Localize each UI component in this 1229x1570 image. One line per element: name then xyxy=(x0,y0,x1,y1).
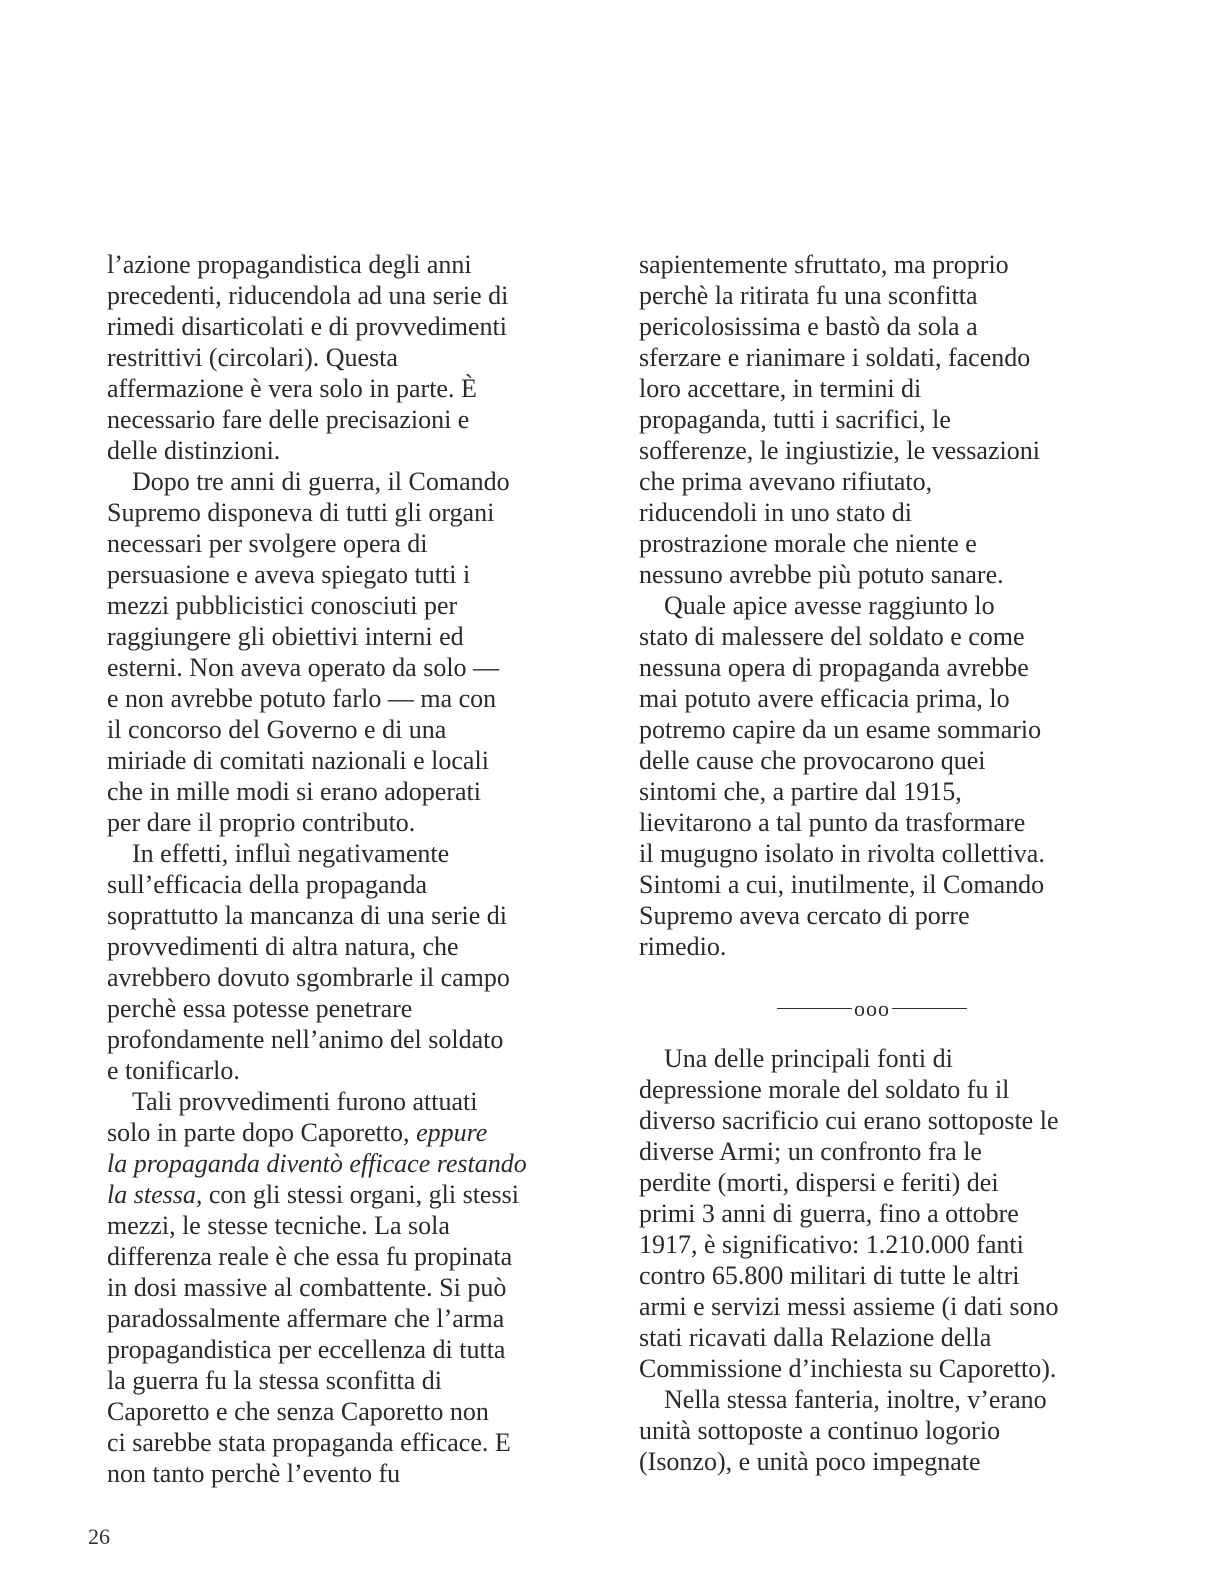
text-line xyxy=(107,1241,597,1272)
line-text: paradossalmente affermare che l’arma xyxy=(107,1304,505,1333)
line-text: Supremo disponeva di tutti gli organi xyxy=(107,498,495,527)
text-line xyxy=(639,280,1119,311)
text-line xyxy=(639,590,1119,621)
text-line xyxy=(107,528,597,559)
line-text: il concorso del Governo e di una xyxy=(107,715,447,744)
line-text: precedenti, riducendola ad una serie di xyxy=(107,281,509,310)
line-text: nessuno avrebbe più potuto sanare. xyxy=(639,560,1004,589)
line-text: Sintomi a cui, inutilmente, il Comando xyxy=(639,870,1045,899)
line-text: lievitarono a tal punto da trasformare xyxy=(639,808,1026,837)
text-line xyxy=(639,652,1119,683)
line-text: depressione morale del soldato fu il xyxy=(639,1075,1010,1104)
text-line xyxy=(639,466,1119,497)
line-text: armi e servizi messi assieme (i dati sono xyxy=(639,1292,1059,1321)
text-line xyxy=(639,1167,1119,1198)
text-line xyxy=(107,931,597,962)
italic-text: eppure xyxy=(416,1118,488,1147)
text-line xyxy=(639,1136,1119,1167)
text-line xyxy=(639,311,1119,342)
separator-rule-right xyxy=(892,1008,967,1009)
line-text: riducendoli in uno stato di xyxy=(639,498,912,527)
line-text: primi 3 anni di guerra, fino a ottobre xyxy=(639,1199,1019,1228)
text-line xyxy=(107,404,597,435)
line-text: sintomi che, a partire dal 1915, xyxy=(639,777,962,806)
text-line xyxy=(107,1272,597,1303)
text-line xyxy=(639,1074,1119,1105)
line-text: che in mille modi si erano adoperati xyxy=(107,777,481,806)
text-line xyxy=(107,993,597,1024)
text-line xyxy=(107,1117,597,1148)
line-text: restrittivi (circolari). Questa xyxy=(107,343,398,372)
text-line xyxy=(107,683,597,714)
left-column xyxy=(107,249,597,1489)
separator-ornament: ooo xyxy=(854,995,890,1021)
line-text: sofferenze, le ingiustizie, le vessazioni xyxy=(639,436,1040,465)
text-line xyxy=(639,838,1119,869)
spacer xyxy=(639,1026,1119,1043)
line-text: mai potuto avere efficacia prima, lo xyxy=(639,684,1010,713)
text-line xyxy=(107,745,597,776)
text-line xyxy=(107,559,597,590)
text-line xyxy=(107,1334,597,1365)
line-text: Quale apice avesse raggiunto lo xyxy=(664,591,995,620)
text-line xyxy=(107,776,597,807)
line-text: mezzi pubblicistici conosciuti per xyxy=(107,591,458,620)
line-text: propagandistica per eccellenza di tutta xyxy=(107,1335,506,1364)
text-line xyxy=(639,869,1119,900)
line-text: (Isonzo), e unità poco impegnate xyxy=(639,1447,981,1476)
line-text: persuasione e aveva spiegato tutti i xyxy=(107,560,471,589)
line-text: necessari per svolgere opera di xyxy=(107,529,428,558)
page-number: 26 xyxy=(88,1524,110,1549)
line-text: con gli stessi organi, gli stessi xyxy=(202,1180,519,1209)
text-line xyxy=(107,962,597,993)
line-text: non tanto perchè l’evento fu xyxy=(107,1459,401,1488)
italic-text: la propaganda diventò efficace restando xyxy=(107,1149,527,1178)
line-text: perdite (morti, dispersi e feriti) dei xyxy=(639,1168,999,1197)
line-text: perchè essa potesse penetrare xyxy=(107,994,413,1023)
line-text: stato di malessere del soldato e come xyxy=(639,622,1025,651)
line-text: diverso sacrificio cui erano sottoposte le xyxy=(639,1106,1059,1135)
line-text: In effetti, influì negativamente xyxy=(132,839,450,868)
line-text: ci sarebbe stata propaganda efficace. E xyxy=(107,1428,511,1457)
text-line xyxy=(107,1303,597,1334)
line-text: la guerra fu la stessa sconfitta di xyxy=(107,1366,442,1395)
line-text: affermazione è vera solo in parte. È xyxy=(107,374,477,403)
text-line xyxy=(639,1198,1119,1229)
text-line xyxy=(107,1365,597,1396)
text-line xyxy=(107,869,597,900)
line-text: per dare il proprio contributo. xyxy=(107,808,416,837)
text-line xyxy=(639,714,1119,745)
text-line xyxy=(107,1210,597,1241)
line-text: che prima avevano rifiutato, xyxy=(639,467,933,496)
line-text: Nella stessa fanteria, inoltre, v’erano xyxy=(664,1385,1047,1414)
line-text: Supremo aveva cercato di porre xyxy=(639,901,970,930)
line-text: rimedi disarticolati e di provvedimenti xyxy=(107,312,508,341)
right-column-top-text xyxy=(639,249,1119,962)
line-text: 1917, è significativo: 1.210.000 fanti xyxy=(639,1230,1024,1259)
text-line xyxy=(107,652,597,683)
line-text: delle cause che provocarono quei xyxy=(639,746,986,775)
spacer xyxy=(639,962,1119,988)
line-text: propaganda, tutti i sacrifici, le xyxy=(639,405,951,434)
text-line xyxy=(107,1086,597,1117)
text-line xyxy=(639,1291,1119,1322)
text-line xyxy=(107,1148,597,1179)
text-line xyxy=(639,1415,1119,1446)
text-line xyxy=(107,280,597,311)
text-line xyxy=(107,342,597,373)
text-line xyxy=(639,745,1119,776)
line-text: loro accettare, in termini di xyxy=(639,374,922,403)
text-line xyxy=(107,1179,597,1210)
line-text: stati ricavati dalla Relazione della xyxy=(639,1323,992,1352)
text-line xyxy=(639,249,1119,280)
text-line xyxy=(107,900,597,931)
text-line xyxy=(639,1384,1119,1415)
line-text: provvedimenti di altra natura, che xyxy=(107,932,459,961)
line-text: soprattutto la mancanza di una serie di xyxy=(107,901,507,930)
line-text: potremo capire da un esame sommario xyxy=(639,715,1042,744)
text-line xyxy=(639,373,1119,404)
line-text: rimedio. xyxy=(639,932,727,961)
line-text: Dopo tre anni di guerra, il Comando xyxy=(132,467,510,496)
line-text: sferzare e rianimare i soldati, facendo xyxy=(639,343,1031,372)
line-text: diverse Armi; un confronto fra le xyxy=(639,1137,982,1166)
line-text: sull’efficacia della propaganda xyxy=(107,870,428,899)
right-column-bottom-text xyxy=(639,1043,1119,1477)
text-line xyxy=(107,466,597,497)
line-text: esterni. Non aveva operato da solo — xyxy=(107,653,500,682)
text-line xyxy=(107,1024,597,1055)
text-line xyxy=(639,1043,1119,1074)
text-line xyxy=(107,590,597,621)
line-text: necessario fare delle precisazioni e xyxy=(107,405,470,434)
line-text: pericolosissima e bastò da sola a xyxy=(639,312,978,341)
text-line xyxy=(107,1055,597,1086)
text-line xyxy=(639,807,1119,838)
text-line xyxy=(107,311,597,342)
text-line xyxy=(639,1260,1119,1291)
line-text: profondamente nell’animo del soldato xyxy=(107,1025,504,1054)
text-line xyxy=(107,1458,597,1489)
line-text: nessuna opera di propaganda avrebbe xyxy=(639,653,1029,682)
text-line xyxy=(107,621,597,652)
line-text: Caporetto e che senza Caporetto non xyxy=(107,1397,489,1426)
text-line xyxy=(639,931,1119,962)
text-line xyxy=(107,838,597,869)
line-text: Commissione d’inchiesta su Caporetto). xyxy=(639,1354,1057,1383)
line-text: solo in parte dopo Caporetto, xyxy=(107,1118,417,1147)
text-line xyxy=(639,621,1119,652)
text-line xyxy=(639,1229,1119,1260)
text-line xyxy=(107,1396,597,1427)
line-text: sapientemente sfruttato, ma proprio xyxy=(639,250,1009,279)
text-line xyxy=(639,776,1119,807)
text-line xyxy=(107,714,597,745)
line-text: e tonificarlo. xyxy=(107,1056,240,1085)
line-text: perchè la ritirata fu una sconfitta xyxy=(639,281,978,310)
separator-rule-left xyxy=(777,1008,852,1009)
text-line xyxy=(107,807,597,838)
line-text: Una delle principali fonti di xyxy=(664,1044,953,1073)
text-line xyxy=(107,435,597,466)
text-line xyxy=(639,342,1119,373)
text-line xyxy=(107,497,597,528)
line-text: raggiungere gli obiettivi interni ed xyxy=(107,622,464,651)
text-line xyxy=(107,249,597,280)
line-text: e non avrebbe potuto farlo — ma con xyxy=(107,684,497,713)
text-line xyxy=(639,559,1119,590)
text-line xyxy=(639,435,1119,466)
line-text: delle distinzioni. xyxy=(107,436,281,465)
line-text: Tali provvedimenti furono attuati xyxy=(132,1087,478,1116)
text-line xyxy=(107,1427,597,1458)
line-text: prostrazione morale che niente e xyxy=(639,529,977,558)
text-line xyxy=(639,497,1119,528)
text-line xyxy=(639,404,1119,435)
right-column xyxy=(639,249,1119,1477)
text-line xyxy=(639,1353,1119,1384)
section-separator xyxy=(639,988,1119,1026)
text-line xyxy=(639,528,1119,559)
text-line xyxy=(107,373,597,404)
text-line xyxy=(639,900,1119,931)
line-text: avrebbero dovuto sgombrarle il campo xyxy=(107,963,510,992)
text-line xyxy=(639,1446,1119,1477)
text-line xyxy=(639,683,1119,714)
line-text: in dosi massive al combattente. Si può xyxy=(107,1273,507,1302)
line-text: miriade di comitati nazionali e locali xyxy=(107,746,489,775)
text-line xyxy=(639,1322,1119,1353)
text-line xyxy=(639,1105,1119,1136)
line-text: l’azione propagandistica degli anni xyxy=(107,250,472,279)
line-text: unità sottoposte a continuo logorio xyxy=(639,1416,1001,1445)
line-text: mezzi, le stesse tecniche. La sola xyxy=(107,1211,450,1240)
italic-text: la stessa, xyxy=(107,1180,203,1209)
line-text: il mugugno isolato in rivolta collettiva. xyxy=(639,839,1045,868)
line-text: differenza reale è che essa fu propinata xyxy=(107,1242,513,1271)
line-text: contro 65.800 militari di tutte le altri xyxy=(639,1261,1020,1290)
